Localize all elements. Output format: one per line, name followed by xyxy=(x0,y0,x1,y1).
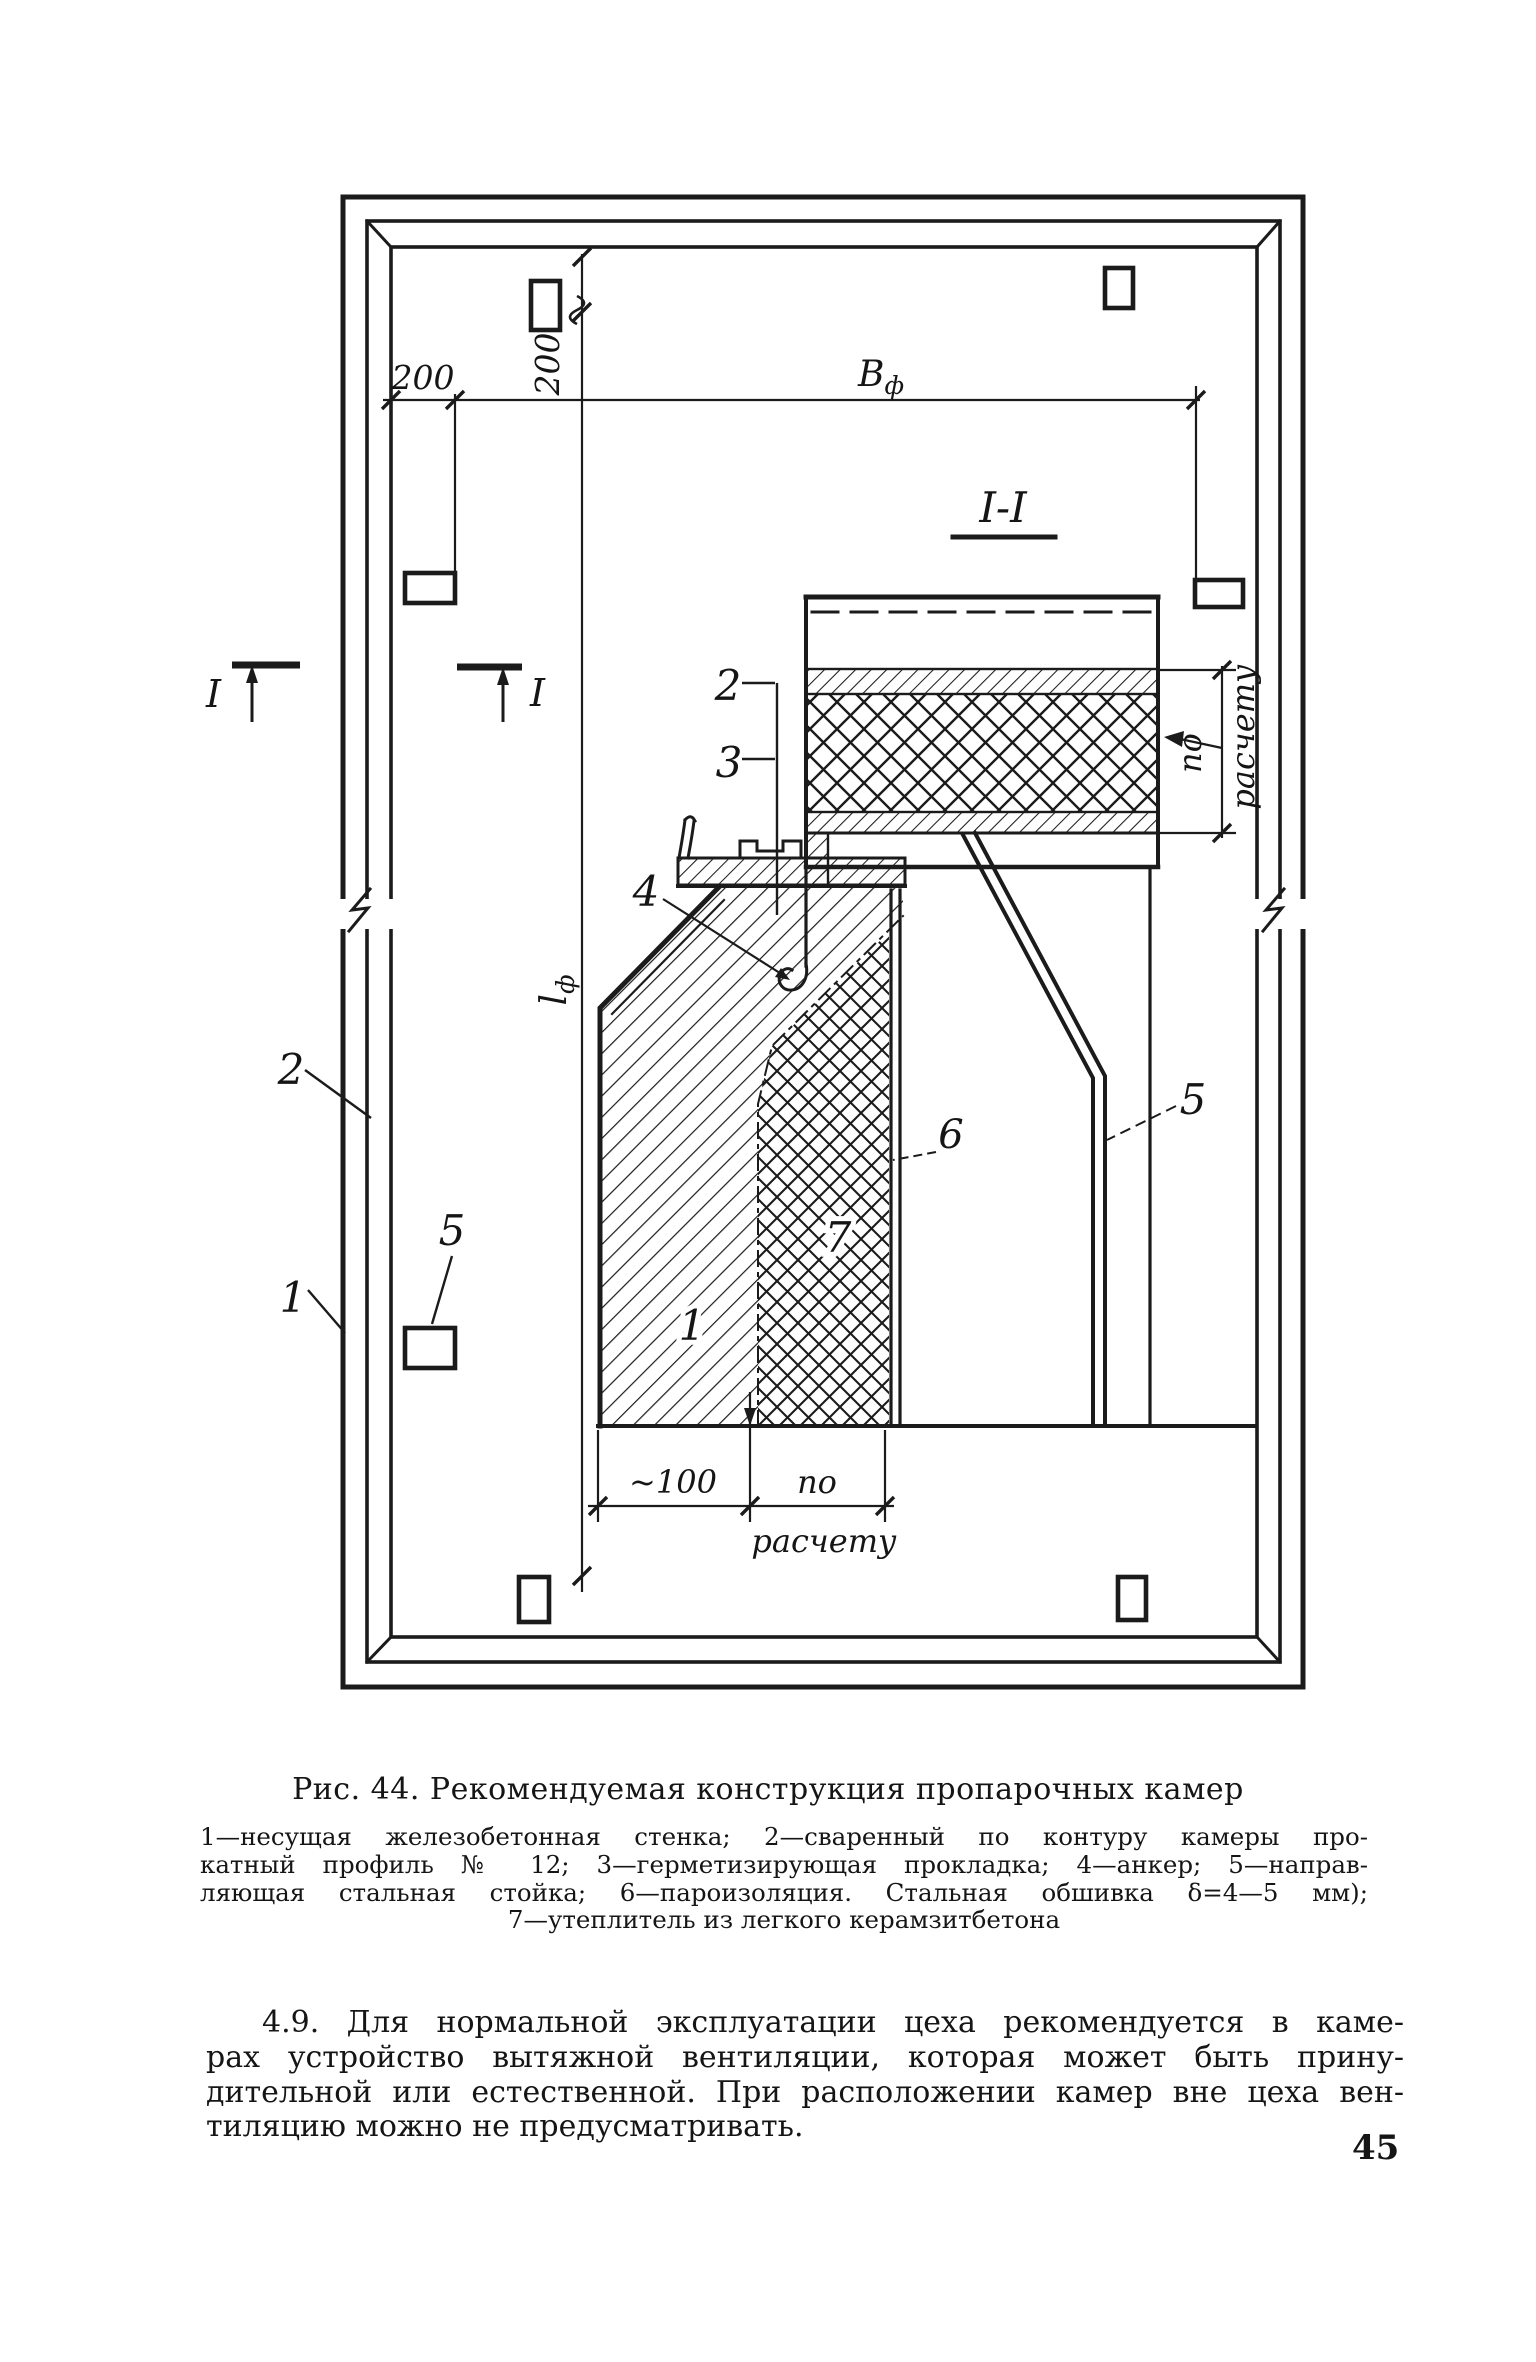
dim-200-top: 200 xyxy=(391,358,455,397)
callout-5-plan: 5 xyxy=(438,1206,466,1255)
paragraph-line: 4.9. Для нормальной эксплуатации цеха рекомендуется в каме- xyxy=(262,2005,1404,2040)
plate-mid-right xyxy=(1195,580,1243,607)
dim-raschetu: расчету xyxy=(751,1522,897,1560)
plate-top-left xyxy=(531,281,560,330)
section-mark-left: I xyxy=(206,672,222,716)
callout-7: 7 xyxy=(824,1213,852,1262)
section-cut-marks xyxy=(205,665,546,722)
plate-bottom-left xyxy=(519,1577,549,1622)
page-number: 45 xyxy=(1352,2128,1400,2168)
section-detail xyxy=(598,483,1255,1426)
legend-line: ляющая стальная стойка; 6—пароизоляция. Стальная обшивка δ=4—5 мм); xyxy=(200,1877,1368,1907)
callout-3: 3 xyxy=(715,738,743,787)
legend-line: 1—несущая железобетонная стенка; 2—сваренный по контуру камеры про- xyxy=(200,1822,1368,1851)
figure-caption: Рис. 44. Рекомендуемая конструкция пропарочных камер xyxy=(292,1772,1244,1807)
dim-form-width: $В_ф$ xyxy=(858,354,905,400)
dim-po-vert: по xyxy=(1171,733,1209,773)
callout-1-plan: 1 xyxy=(279,1273,307,1322)
plate-bottom-right xyxy=(1118,1577,1146,1620)
paragraph-line: тиляцию можно не предусматривать. xyxy=(206,2109,804,2145)
legend-line: катный профиль № 12; 3—герметизирующая прокладка; 4—анкер; 5—направ- xyxy=(200,1849,1368,1879)
paragraph-4-9 xyxy=(206,2006,1404,2145)
plate-top-right xyxy=(1105,268,1133,308)
dim-form-length: $l_ф$ xyxy=(534,974,580,1006)
channel-profile xyxy=(740,841,801,858)
figure-legend xyxy=(200,1823,1368,1934)
dim-wall-100: ~100 xyxy=(629,1463,717,1501)
dim-raschetu-vert: расчету xyxy=(1224,664,1262,810)
dim-200-side: 200 xyxy=(528,332,567,396)
guide-post xyxy=(963,833,1105,1426)
callout-2: 2 xyxy=(714,661,742,710)
plate-mid-left xyxy=(405,573,455,603)
legend-line: 7—утеплитель из легкого керамзитбетона xyxy=(507,1905,1061,1935)
plate-lower-left xyxy=(405,1328,455,1368)
dim-po: по xyxy=(797,1463,837,1501)
callout-5-section: 5 xyxy=(1179,1075,1207,1124)
section-title: I-I xyxy=(979,483,1027,532)
guide-flange xyxy=(679,817,695,858)
section-mark-right: I xyxy=(530,671,546,715)
callout-4: 4 xyxy=(632,867,660,916)
callout-1-wall: 1 xyxy=(678,1301,706,1350)
top-band xyxy=(806,597,1158,885)
paragraph-line: рах устройство вытяжной вентиляции, которая может быть прину- xyxy=(206,2039,1404,2075)
paragraph-line: дительной или естественной. При расположении камер вне цеха вен- xyxy=(206,2074,1404,2110)
callout-6: 6 xyxy=(938,1112,964,1158)
callout-2-plan: 2 xyxy=(277,1045,305,1094)
